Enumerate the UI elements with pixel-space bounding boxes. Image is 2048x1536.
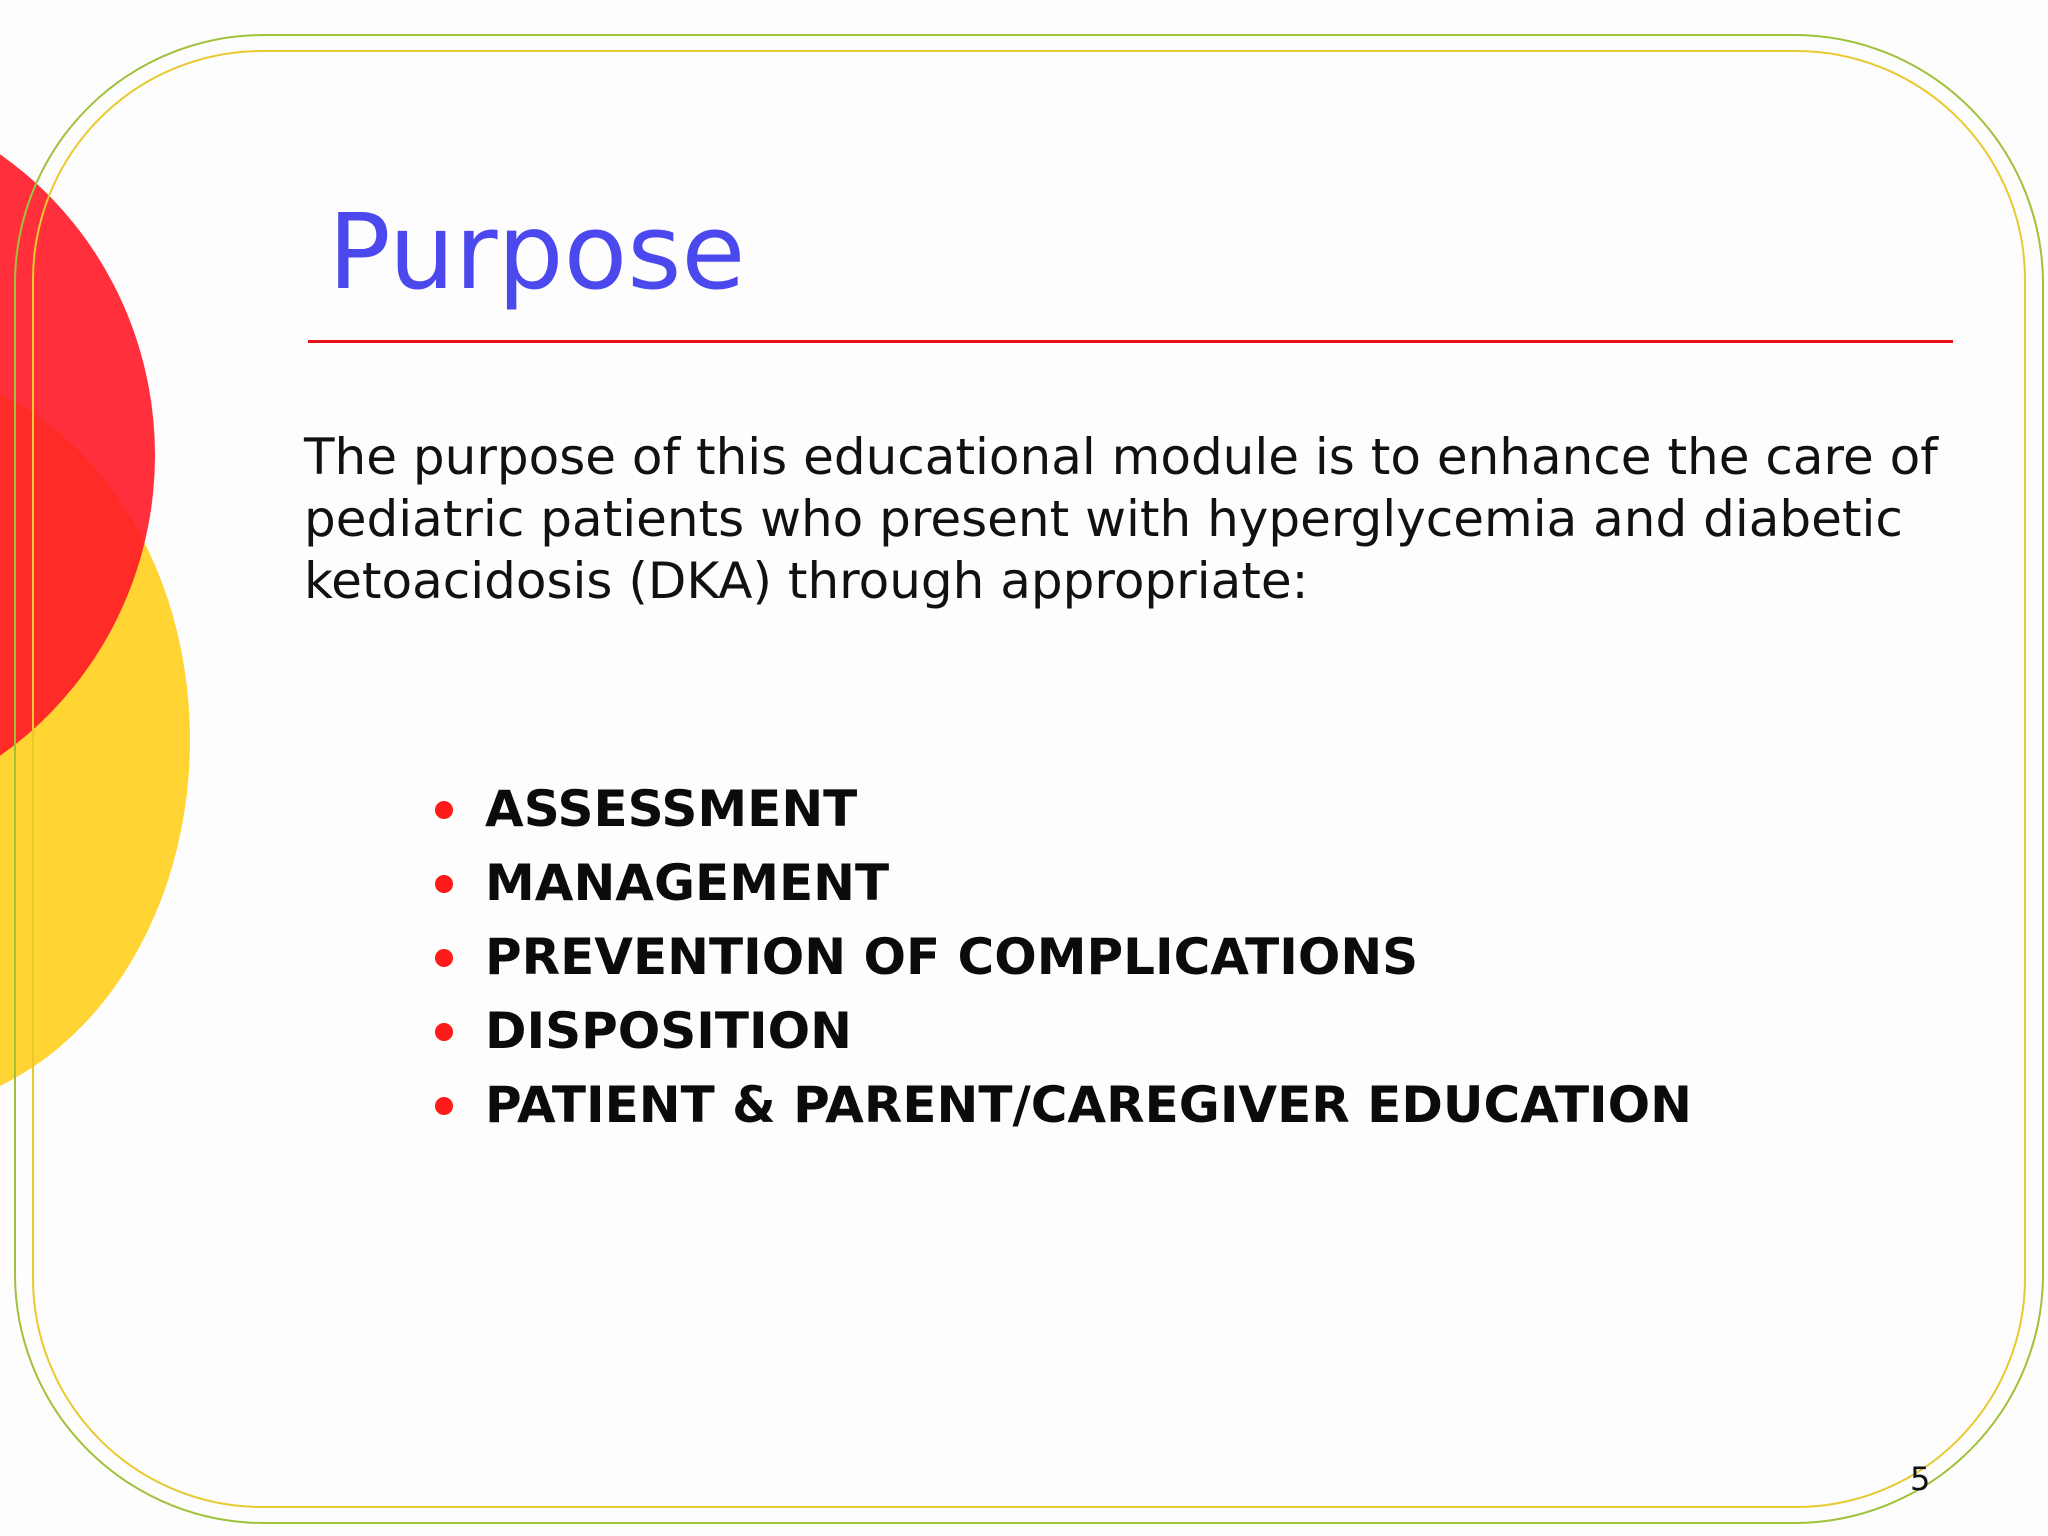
- title-divider: [308, 340, 1953, 343]
- bullet-dot-icon: [435, 949, 453, 967]
- bullet-item-disposition: [435, 994, 1692, 1068]
- bullet-text: PREVENTION OF COMPLICATIONS: [485, 928, 1419, 986]
- bullet-text: DISPOSITION: [485, 1002, 852, 1060]
- bullet-item-management: [435, 846, 1692, 920]
- bullet-text: ASSESSMENT: [485, 780, 858, 838]
- bullet-item-education: [435, 1068, 1692, 1142]
- slide-title: Purpose: [328, 191, 746, 313]
- bullet-text: PATIENT & PARENT/CAREGIVER EDUCATION: [485, 1076, 1693, 1134]
- bullet-dot-icon: [435, 875, 453, 893]
- bullet-text: MANAGEMENT: [485, 854, 890, 912]
- bullet-item-prevention: [435, 920, 1692, 994]
- bullet-dot-icon: [435, 1023, 453, 1041]
- page-number: 5: [1910, 1460, 1931, 1498]
- bullet-dot-icon: [435, 801, 453, 819]
- bullet-item-assessment: [435, 772, 1692, 846]
- intro-paragraph: The purpose of this educational module is to enhance the care of pediatric patients who present with hyperglycemia and diabetic ketoacidosis (DKA) through appropriate:: [304, 428, 1938, 610]
- bullet-list: [435, 772, 1692, 1142]
- bullet-dot-icon: [435, 1097, 453, 1115]
